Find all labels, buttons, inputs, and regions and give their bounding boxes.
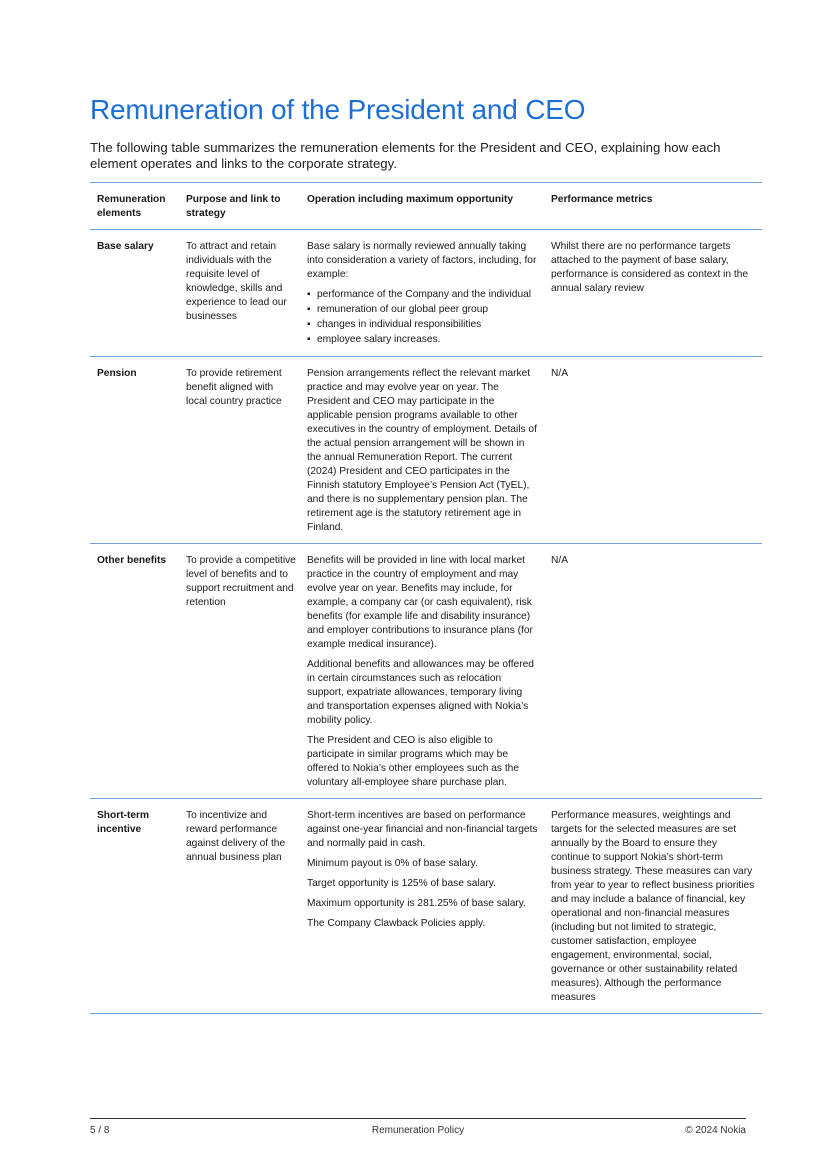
page-title: Remuneration of the President and CEO [90, 94, 586, 125]
copyright: © 2024 Nokia [685, 1125, 746, 1136]
operation-paragraph: The Company Clawback Policies apply. [307, 918, 486, 929]
document-name: Remuneration Policy [371, 1125, 465, 1136]
operation-bullet-list [307, 288, 540, 347]
row-purpose: To incentivize and reward performance against delivery of the annual business plan [179, 799, 300, 1014]
operation-paragraph: Short-term incentives are based on performance against one-year financial and non-financial targets and normally paid in cash. [307, 810, 538, 849]
table-row [90, 230, 762, 357]
row-operation [300, 357, 544, 544]
row-operation [300, 544, 544, 799]
table-row [90, 357, 762, 544]
operation-paragraph: Minimum payout is 0% of base salary. [307, 858, 478, 869]
table-header-row [90, 183, 762, 230]
operation-paragraph: Benefits will be provided in line with local market practice in the country of employment and may evolve year on year. Benefits may include, for example, a company car (or cash equivalent), risk benefits (for example life and disability insurance) and employer contributions to insurance plans (for example medical insurance). [307, 555, 533, 650]
row-purpose: To attract and retain individuals with the requisite level of knowledge, skills and experience to lead our businesses [179, 230, 300, 357]
row-metrics: Whilst there are no performance targets attached to the payment of base salary, performance is considered as context in the annual salary review [544, 230, 762, 357]
operation-paragraph: Pension arrangements reflect the relevant market practice and may evolve year on year. The President and CEO may participate in the applicable pension programs available to other executives in the country of employment. Details of the actual pension arrangement will be shown in the annual Remuneration Report. The current (2024) President and CEO participates in the Finnish statutory Employee’s Pension Act (TyEL), and there is no supplementary pension plan. The retirement age is the statutory retirement age in Finland. [307, 368, 537, 533]
operation-paragraph: Base salary is normally reviewed annually taking into consideration a variety of factors, including, for example: [307, 241, 537, 280]
operation-paragraph: Target opportunity is 125% of base salary. [307, 878, 496, 889]
list-item: ▪ employee salary increases. [317, 333, 540, 347]
operation-paragraph: The President and CEO is also eligible to participate in similar programs which may be offered to Nokia’s other employees such as the voluntary all-employee share purchase plan. [307, 735, 519, 788]
row-purpose: To provide a competitive level of benefits and to support recruitment and retention [179, 544, 300, 799]
row-purpose: To provide retirement benefit aligned with local country practice [179, 357, 300, 544]
row-operation [300, 230, 544, 357]
header-metrics: Performance metrics [544, 183, 762, 230]
list-item: ▪ performance of the Company and the individual [317, 288, 540, 302]
remuneration-table [90, 182, 762, 1014]
row-metrics: Performance measures, weightings and targets for the selected measures are set annually by the Board to ensure they continue to support Nokia’s short-term business strategy. These measures can vary from year to year to reflect business priorities and may include a balance of financial, key operational and non-financial measures (including but not limited to strategic, customer satisfaction, employee engagement, environmental, social, governance or other sustainability related measures). Although the performance measures [544, 799, 762, 1014]
page-content [90, 92, 762, 1014]
page-number: 5 / 8 [90, 1125, 110, 1136]
intro-paragraph: The following table summarizes the remuneration elements for the President and CEO, explaining how each element operates and links to the corporate strategy. [90, 140, 721, 171]
row-metrics: N/A [544, 544, 762, 799]
row-element: Short-term incentive [90, 799, 179, 1014]
table-row [90, 544, 762, 799]
row-metrics: N/A [544, 357, 762, 544]
operation-paragraph: Additional benefits and allowances may be offered in certain circumstances such as relocation support, expatriate allowances, temporary living and transportation expenses aligned with Nokia’s mobility policy. [307, 659, 534, 726]
table-row [90, 799, 762, 1014]
row-element: Other benefits [90, 544, 179, 799]
row-operation [300, 799, 544, 1014]
header-elements: Remuneration elements [90, 183, 179, 230]
list-item: ▪ remuneration of our global peer group [317, 303, 540, 317]
page-footer [90, 1118, 746, 1136]
header-purpose: Purpose and link to strategy [179, 183, 300, 230]
row-element: Base salary [90, 230, 179, 357]
operation-paragraph: Maximum opportunity is 281.25% of base salary. [307, 898, 526, 909]
header-operation: Operation including maximum opportunity [300, 183, 544, 230]
list-item: ▪ changes in individual responsibilities [317, 318, 540, 332]
row-element: Pension [90, 357, 179, 544]
